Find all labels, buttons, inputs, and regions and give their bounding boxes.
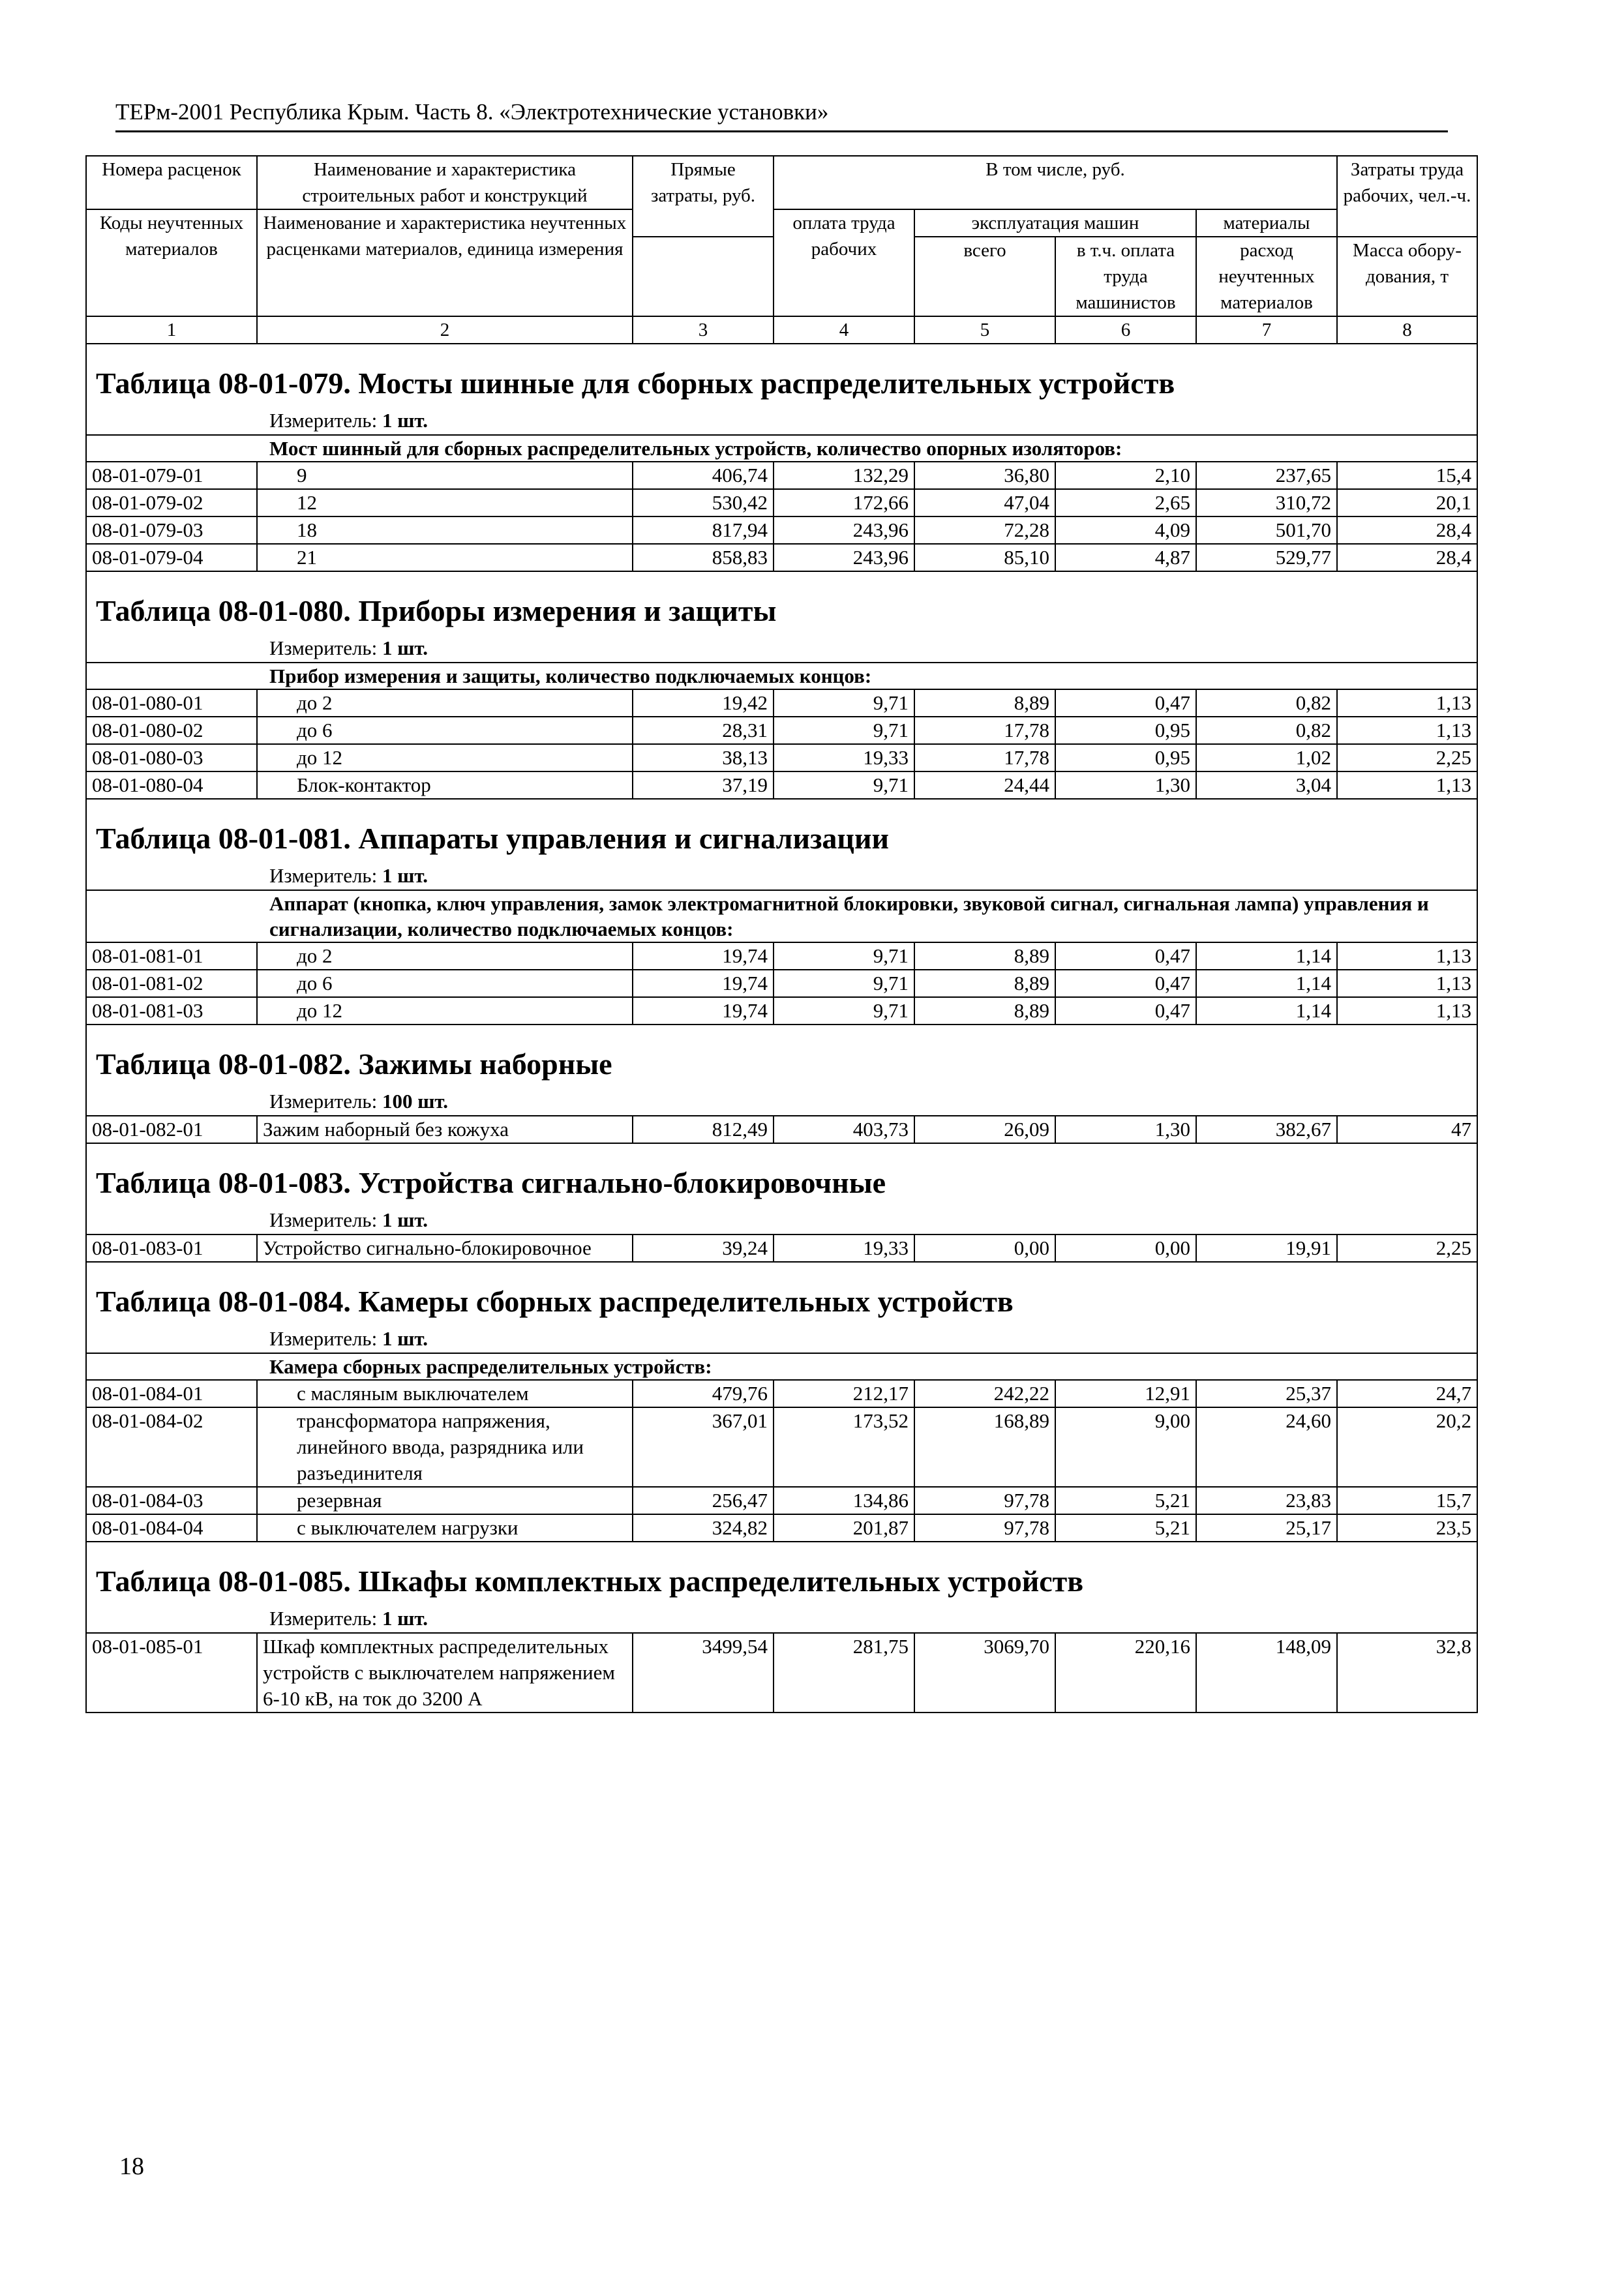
column-number: 1 (86, 316, 257, 344)
measure-label: Измеритель: (269, 1208, 378, 1231)
section-title-row (86, 1262, 1477, 1325)
measure-value: 1 шт. (382, 1607, 429, 1630)
value-cell: 406,74 (633, 462, 774, 489)
measure-label: Измеритель: (269, 409, 378, 432)
section-title: Таблица 08-01-083. Устройства сигнально-блокировочные (86, 1143, 1477, 1206)
value-cell: 15,4 (1337, 462, 1477, 489)
value-cell: 9,71 (774, 997, 914, 1025)
value-cell: 168,89 (914, 1407, 1055, 1487)
value-cell: 19,33 (774, 744, 914, 771)
value-cell: 5,21 (1055, 1487, 1196, 1514)
measure-label: Измеритель: (269, 1327, 378, 1350)
value-cell: 72,28 (914, 516, 1055, 544)
section-title-row (86, 1542, 1477, 1605)
value-cell: 28,4 (1337, 544, 1477, 571)
value-cell: 4,87 (1055, 544, 1196, 571)
rate-name: с выключателем нагрузки (257, 1514, 633, 1542)
measure-cell (86, 1605, 1477, 1633)
value-cell: 9,00 (1055, 1407, 1196, 1487)
value-cell: 0,00 (914, 1234, 1055, 1262)
value-cell: 19,74 (633, 997, 774, 1025)
value-cell: 17,78 (914, 717, 1055, 744)
section-title-row (86, 344, 1477, 407)
table-row (86, 544, 1477, 571)
rate-code: 08-01-084-04 (86, 1514, 257, 1542)
measure-row (86, 635, 1477, 663)
rate-code: 08-01-080-04 (86, 771, 257, 799)
rate-code: 08-01-079-01 (86, 462, 257, 489)
value-cell: 1,30 (1055, 1116, 1196, 1143)
measure-label: Измеритель: (269, 636, 378, 659)
value-cell: 1,02 (1196, 744, 1337, 771)
value-cell: 24,7 (1337, 1380, 1477, 1407)
col8-bottom-header: Масса обору-дования, т (1337, 237, 1477, 316)
table-row (86, 1380, 1477, 1407)
value-cell: 9,71 (774, 717, 914, 744)
rate-name: до 12 (257, 744, 633, 771)
table-row (86, 1234, 1477, 1262)
column-number: 4 (774, 316, 914, 344)
table-row (86, 1633, 1477, 1713)
value-cell: 32,8 (1337, 1633, 1477, 1713)
section-title-row (86, 571, 1477, 635)
measure-label: Измеритель: (269, 864, 378, 887)
value-cell: 24,44 (914, 771, 1055, 799)
section-subtitle: Аппарат (кнопка, ключ управления, замок электромагнитной блокировки, звуковой сигнал, сигнальная лампа) управления и сигнализации, количество подключаемых концов: (86, 890, 1477, 942)
value-cell: 324,82 (633, 1514, 774, 1542)
measure-value: 1 шт. (382, 864, 429, 887)
value-cell: 97,78 (914, 1487, 1055, 1514)
rate-name: до 6 (257, 970, 633, 997)
measure-cell (86, 407, 1477, 435)
column-number: 5 (914, 316, 1055, 344)
rate-name: до 2 (257, 942, 633, 970)
measure-row (86, 1605, 1477, 1633)
rate-code: 08-01-081-01 (86, 942, 257, 970)
section-subtitle: Мост шинный для сборных распределительных устройств, количество опорных изоляторов: (86, 435, 1477, 462)
section-subtitle: Прибор измерения и защиты, количество подключаемых концов: (86, 663, 1477, 689)
measure-cell (86, 1206, 1477, 1234)
value-cell: 19,91 (1196, 1234, 1337, 1262)
value-cell: 19,42 (633, 689, 774, 717)
value-cell: 3069,70 (914, 1633, 1055, 1713)
section-title: Таблица 08-01-080. Приборы измерения и защиты (86, 571, 1477, 635)
measure-cell (86, 1325, 1477, 1353)
rate-code: 08-01-080-02 (86, 717, 257, 744)
rate-name: до 12 (257, 997, 633, 1025)
rate-code: 08-01-079-04 (86, 544, 257, 571)
rate-code: 08-01-081-03 (86, 997, 257, 1025)
value-cell: 19,33 (774, 1234, 914, 1262)
value-cell: 310,72 (1196, 489, 1337, 516)
value-cell: 17,78 (914, 744, 1055, 771)
table-row (86, 997, 1477, 1025)
value-cell: 281,75 (774, 1633, 914, 1713)
value-cell: 36,80 (914, 462, 1055, 489)
value-cell: 132,29 (774, 462, 914, 489)
rate-name: Зажим наборный без кожуха (257, 1116, 633, 1143)
value-cell: 1,13 (1337, 970, 1477, 997)
page-number: 18 (119, 2153, 144, 2180)
value-cell: 19,74 (633, 970, 774, 997)
measure-row (86, 1206, 1477, 1234)
price-table (85, 155, 1478, 1713)
value-cell: 26,09 (914, 1116, 1055, 1143)
value-cell: 1,13 (1337, 717, 1477, 744)
section-title: Таблица 08-01-085. Шкафы комплектных распределительных устройств (86, 1542, 1477, 1605)
value-cell: 8,89 (914, 970, 1055, 997)
value-cell: 9,71 (774, 689, 914, 717)
measure-row (86, 862, 1477, 890)
value-cell: 243,96 (774, 544, 914, 571)
value-cell: 20,2 (1337, 1407, 1477, 1487)
including-header: В том числе, руб. (774, 156, 1337, 209)
value-cell: 858,83 (633, 544, 774, 571)
value-cell: 39,24 (633, 1234, 774, 1262)
value-cell: 2,25 (1337, 744, 1477, 771)
rate-name: Шкаф комплектных распределительных устройств с выключателем напряжением 6-10 кВ, на ток до 3200 А (257, 1633, 633, 1713)
header-row-1 (86, 156, 1477, 209)
table-row (86, 1487, 1477, 1514)
value-cell: 529,77 (1196, 544, 1337, 571)
rate-name: до 2 (257, 689, 633, 717)
measure-cell (86, 1088, 1477, 1116)
section-subtitle: Камера сборных распределительных устройств: (86, 1353, 1477, 1380)
value-cell: 237,65 (1196, 462, 1337, 489)
value-cell: 23,5 (1337, 1514, 1477, 1542)
value-cell: 5,21 (1055, 1514, 1196, 1542)
section-title: Таблица 08-01-082. Зажимы наборные (86, 1025, 1477, 1088)
value-cell: 37,19 (633, 771, 774, 799)
table-row (86, 1514, 1477, 1542)
column-number: 7 (1196, 316, 1337, 344)
table-row (86, 1407, 1477, 1487)
rate-name: 21 (257, 544, 633, 571)
section-title-row (86, 1143, 1477, 1206)
value-cell: 85,10 (914, 544, 1055, 571)
rate-code: 08-01-080-01 (86, 689, 257, 717)
value-cell: 15,7 (1337, 1487, 1477, 1514)
rate-name: Устройство сигнально-блокировочное (257, 1234, 633, 1262)
value-cell: 47,04 (914, 489, 1055, 516)
rate-code: 08-01-084-01 (86, 1380, 257, 1407)
value-cell: 0,47 (1055, 942, 1196, 970)
col1-bottom-header: Коды неучтенных материалов (86, 209, 257, 316)
rate-code: 08-01-083-01 (86, 1234, 257, 1262)
value-cell: 256,47 (633, 1487, 774, 1514)
value-cell: 0,82 (1196, 717, 1337, 744)
value-cell: 0,47 (1055, 997, 1196, 1025)
table-row (86, 516, 1477, 544)
measure-value: 1 шт. (382, 409, 429, 432)
rate-code: 08-01-084-03 (86, 1487, 257, 1514)
rate-code: 08-01-080-03 (86, 744, 257, 771)
value-cell: 1,14 (1196, 970, 1337, 997)
value-cell: 0,00 (1055, 1234, 1196, 1262)
empty-cell (633, 237, 774, 316)
column-number: 8 (1337, 316, 1477, 344)
col2-bottom-header: Наименование и характеристика неучтенных расценками материалов, единица измерения (257, 209, 633, 316)
col5-header: всего (914, 237, 1055, 316)
value-cell: 367,01 (633, 1407, 774, 1487)
measure-label: Измеритель: (269, 1607, 378, 1630)
table-row (86, 771, 1477, 799)
section-title-row (86, 1025, 1477, 1088)
measure-cell (86, 862, 1477, 890)
table-row (86, 717, 1477, 744)
table-row (86, 462, 1477, 489)
col3-header: Прямые затраты, руб. (633, 156, 774, 237)
column-numbers-row (86, 316, 1477, 344)
table-row (86, 489, 1477, 516)
value-cell: 8,89 (914, 997, 1055, 1025)
table-row (86, 744, 1477, 771)
subtitle-row (86, 1353, 1477, 1380)
rate-code: 08-01-081-02 (86, 970, 257, 997)
value-cell: 2,25 (1337, 1234, 1477, 1262)
rate-name: 9 (257, 462, 633, 489)
value-cell: 3499,54 (633, 1633, 774, 1713)
value-cell: 1,13 (1337, 689, 1477, 717)
value-cell: 47 (1337, 1116, 1477, 1143)
value-cell: 201,87 (774, 1514, 914, 1542)
value-cell: 28,4 (1337, 516, 1477, 544)
measure-cell (86, 635, 1477, 663)
rate-code: 08-01-079-02 (86, 489, 257, 516)
value-cell: 1,14 (1196, 997, 1337, 1025)
col8-top-header: Затраты труда рабочих, чел.-ч. (1337, 156, 1477, 237)
value-cell: 1,13 (1337, 942, 1477, 970)
value-cell: 8,89 (914, 689, 1055, 717)
value-cell: 97,78 (914, 1514, 1055, 1542)
col2-top-header: Наименование и характеристика строительных работ и конструкций (257, 156, 633, 209)
subtitle-row (86, 435, 1477, 462)
value-cell: 9,71 (774, 771, 914, 799)
value-cell: 501,70 (1196, 516, 1337, 544)
measure-value: 1 шт. (382, 1208, 429, 1231)
value-cell: 25,37 (1196, 1380, 1337, 1407)
rate-code: 08-01-082-01 (86, 1116, 257, 1143)
value-cell: 0,47 (1055, 970, 1196, 997)
value-cell: 212,17 (774, 1380, 914, 1407)
rate-name: резервная (257, 1487, 633, 1514)
value-cell: 382,67 (1196, 1116, 1337, 1143)
subtitle-row (86, 663, 1477, 689)
rate-name: 12 (257, 489, 633, 516)
section-title: Таблица 08-01-079. Мосты шинные для сборных распределительных устройств (86, 344, 1477, 407)
value-cell: 148,09 (1196, 1633, 1337, 1713)
value-cell: 24,60 (1196, 1407, 1337, 1487)
rate-code: 08-01-085-01 (86, 1633, 257, 1713)
section-title: Таблица 08-01-084. Камеры сборных распределительных устройств (86, 1262, 1477, 1325)
value-cell: 1,14 (1196, 942, 1337, 970)
value-cell: 0,47 (1055, 689, 1196, 717)
value-cell: 25,17 (1196, 1514, 1337, 1542)
col4-header: оплата труда рабочих (774, 209, 914, 316)
section-title-row (86, 799, 1477, 862)
value-cell: 173,52 (774, 1407, 914, 1487)
value-cell: 2,65 (1055, 489, 1196, 516)
machines-header: эксплуатация машин (914, 209, 1196, 237)
header-row-2 (86, 209, 1477, 237)
rate-name: 18 (257, 516, 633, 544)
section-title: Таблица 08-01-081. Аппараты управления и сигнализации (86, 799, 1477, 862)
value-cell: 4,09 (1055, 516, 1196, 544)
value-cell: 479,76 (633, 1380, 774, 1407)
value-cell: 3,04 (1196, 771, 1337, 799)
measure-value: 100 шт. (382, 1090, 449, 1113)
column-number: 2 (257, 316, 633, 344)
col1-top-header: Номера расценок (86, 156, 257, 209)
value-cell: 28,31 (633, 717, 774, 744)
materials-header: материалы (1196, 209, 1337, 237)
table-row (86, 689, 1477, 717)
value-cell: 9,71 (774, 970, 914, 997)
rate-code: 08-01-079-03 (86, 516, 257, 544)
measure-row (86, 1088, 1477, 1116)
value-cell: 1,13 (1337, 771, 1477, 799)
measure-value: 1 шт. (382, 636, 429, 659)
measure-label: Измеритель: (269, 1090, 378, 1113)
rate-name: с масляным выключателем (257, 1380, 633, 1407)
value-cell: 38,13 (633, 744, 774, 771)
column-number: 3 (633, 316, 774, 344)
rate-code: 08-01-084-02 (86, 1407, 257, 1487)
table-row (86, 970, 1477, 997)
value-cell: 530,42 (633, 489, 774, 516)
value-cell: 172,66 (774, 489, 914, 516)
value-cell: 8,89 (914, 942, 1055, 970)
value-cell: 1,13 (1337, 997, 1477, 1025)
value-cell: 20,1 (1337, 489, 1477, 516)
rate-name: трансформатора напряжения, линейного ввода, разрядника или разъединителя (257, 1407, 633, 1487)
value-cell: 0,95 (1055, 744, 1196, 771)
measure-row (86, 407, 1477, 435)
value-cell: 243,96 (774, 516, 914, 544)
table-row (86, 942, 1477, 970)
value-cell: 0,95 (1055, 717, 1196, 744)
rate-name: Блок-контактор (257, 771, 633, 799)
value-cell: 19,74 (633, 942, 774, 970)
rate-name: до 6 (257, 717, 633, 744)
value-cell: 134,86 (774, 1487, 914, 1514)
value-cell: 812,49 (633, 1116, 774, 1143)
value-cell: 0,82 (1196, 689, 1337, 717)
measure-value: 1 шт. (382, 1327, 429, 1350)
value-cell: 12,91 (1055, 1380, 1196, 1407)
page-header: ТЕРм-2001 Республика Крым. Часть 8. «Электротехнические установки» (115, 98, 1448, 132)
value-cell: 403,73 (774, 1116, 914, 1143)
subtitle-row (86, 890, 1477, 942)
measure-row (86, 1325, 1477, 1353)
value-cell: 1,30 (1055, 771, 1196, 799)
value-cell: 220,16 (1055, 1633, 1196, 1713)
table-row (86, 1116, 1477, 1143)
value-cell: 817,94 (633, 516, 774, 544)
value-cell: 9,71 (774, 942, 914, 970)
value-cell: 2,10 (1055, 462, 1196, 489)
col6-header: в т.ч. оплата труда машинистов (1055, 237, 1196, 316)
value-cell: 242,22 (914, 1380, 1055, 1407)
col7-header: расход неучтенных материалов (1196, 237, 1337, 316)
column-number: 6 (1055, 316, 1196, 344)
value-cell: 23,83 (1196, 1487, 1337, 1514)
